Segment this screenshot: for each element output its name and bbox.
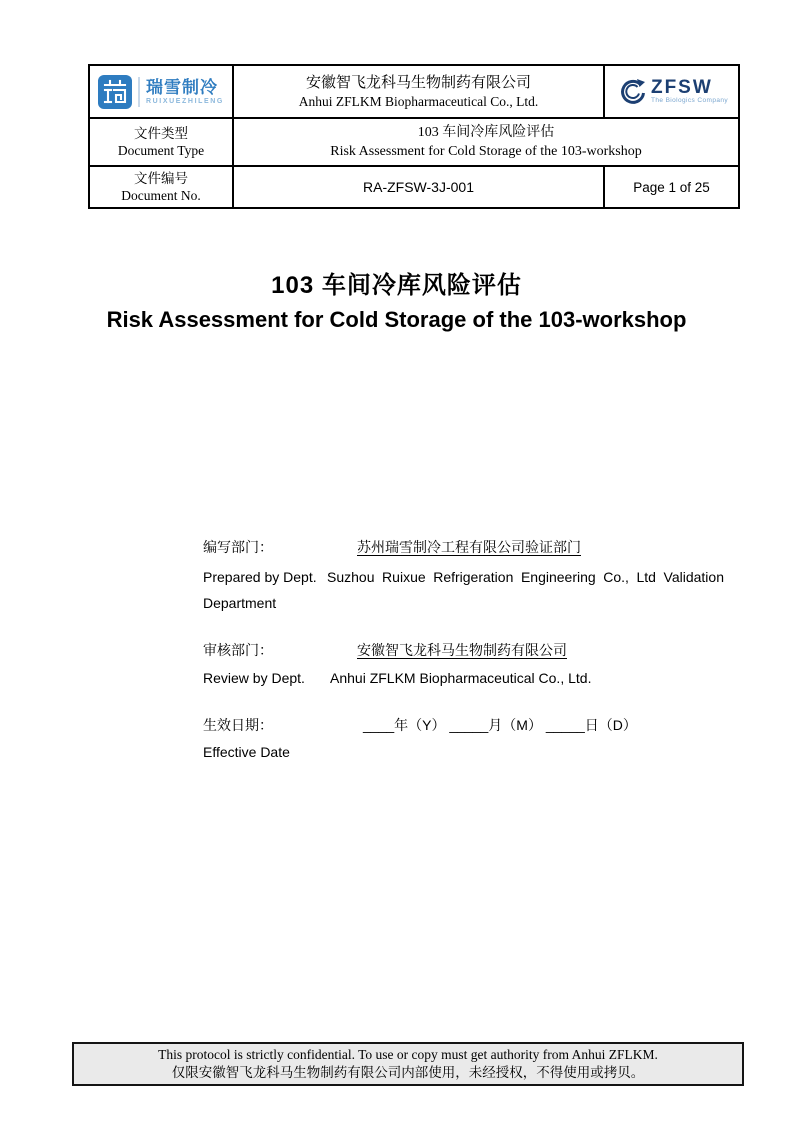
doc-type-value-en: Risk Assessment for Cold Storage of the 103-workshop — [330, 144, 642, 159]
doc-type-value-cell — [233, 118, 739, 166]
page-number-cell — [604, 166, 739, 208]
prepared-label-en: Prepared by Dept. — [203, 569, 317, 585]
confidentiality-line-en: This protocol is strictly confidential. To use or copy must get authority from Anhui ZFLKM. — [158, 1047, 658, 1062]
title-block — [0, 271, 793, 334]
header-cell-zfsw-logo — [604, 65, 739, 118]
effective-date-blanks: ____年（Y） _____月（M） _____日（D） — [363, 717, 637, 733]
confidentiality-notice — [72, 1042, 744, 1086]
ruixue-logo — [94, 75, 228, 109]
effective-date-label-en: Effective Date — [203, 744, 290, 760]
document-title-en: Risk Assessment for Cold Storage of the 103-workshop — [106, 307, 687, 332]
header-table — [88, 64, 740, 209]
confidentiality-line-cn: 仅限安徽智飞龙科马生物制药有限公司内部使用，未经授权，不得使用或拷贝。 — [171, 1065, 645, 1080]
header-cell-company — [233, 65, 604, 118]
zfsw-swirl-icon — [615, 77, 647, 107]
zfsw-logo-text — [651, 78, 728, 105]
page-number: Page 1 of 25 — [633, 179, 710, 195]
prepared-dept-cn: 苏州瑞雪制冷工程有限公司验证部门 — [357, 539, 581, 555]
zfsw-logo — [609, 77, 734, 107]
doc-type-value-cn: 103 车间冷库风险评估 — [417, 125, 555, 140]
doc-no-label-cell — [89, 166, 233, 208]
ruixue-logo-text — [146, 78, 224, 106]
header-cell-ruixue-logo — [89, 65, 233, 118]
doc-no-value: RA-ZFSW-3J-001 — [363, 179, 474, 195]
zfsw-tagline: The Biologics Company — [650, 97, 729, 104]
doc-type-label-cn: 文件类型 — [134, 126, 188, 141]
company-name-cn: 安徽智飞龙科马生物制药有限公司 — [305, 74, 531, 91]
company-name-en: Anhui ZFLKM Biopharmaceutical Co., Ltd. — [298, 93, 539, 109]
effective-date-label-cn: 生效日期： — [203, 717, 273, 733]
prepared-dept-en-line1: Suzhou Ruixue Refrigeration Engineering Co., Ltd Validation — [327, 569, 724, 585]
prepared-label-cn: 编写部门： — [203, 539, 273, 555]
review-dept-en: Anhui ZFLKM Biopharmaceutical Co., Ltd. — [330, 670, 592, 686]
doc-no-label-en: Document No. — [121, 188, 201, 203]
review-label-cn: 审核部门： — [203, 642, 273, 658]
ruixue-logo-icon — [98, 75, 132, 109]
doc-type-label-en: Document Type — [117, 143, 205, 158]
doc-no-value-cell — [233, 166, 604, 208]
ruixue-logo-subtitle: RUIXUEZHILENG — [146, 97, 224, 105]
ruixue-logo-name: 瑞雪制冷 — [146, 77, 218, 97]
document-title-cn: 103 车间冷库风险评估 — [271, 272, 522, 299]
doc-type-label-cell — [89, 118, 233, 166]
doc-no-label-cn: 文件编号 — [134, 171, 188, 186]
logo-divider — [138, 77, 140, 107]
prepared-dept-en-line2: Department — [203, 595, 277, 611]
review-label-en: Review by Dept. — [203, 670, 305, 686]
review-dept-cn: 安徽智飞龙科马生物制药有限公司 — [357, 642, 567, 658]
zfsw-wordmark: ZFSW — [650, 77, 713, 98]
